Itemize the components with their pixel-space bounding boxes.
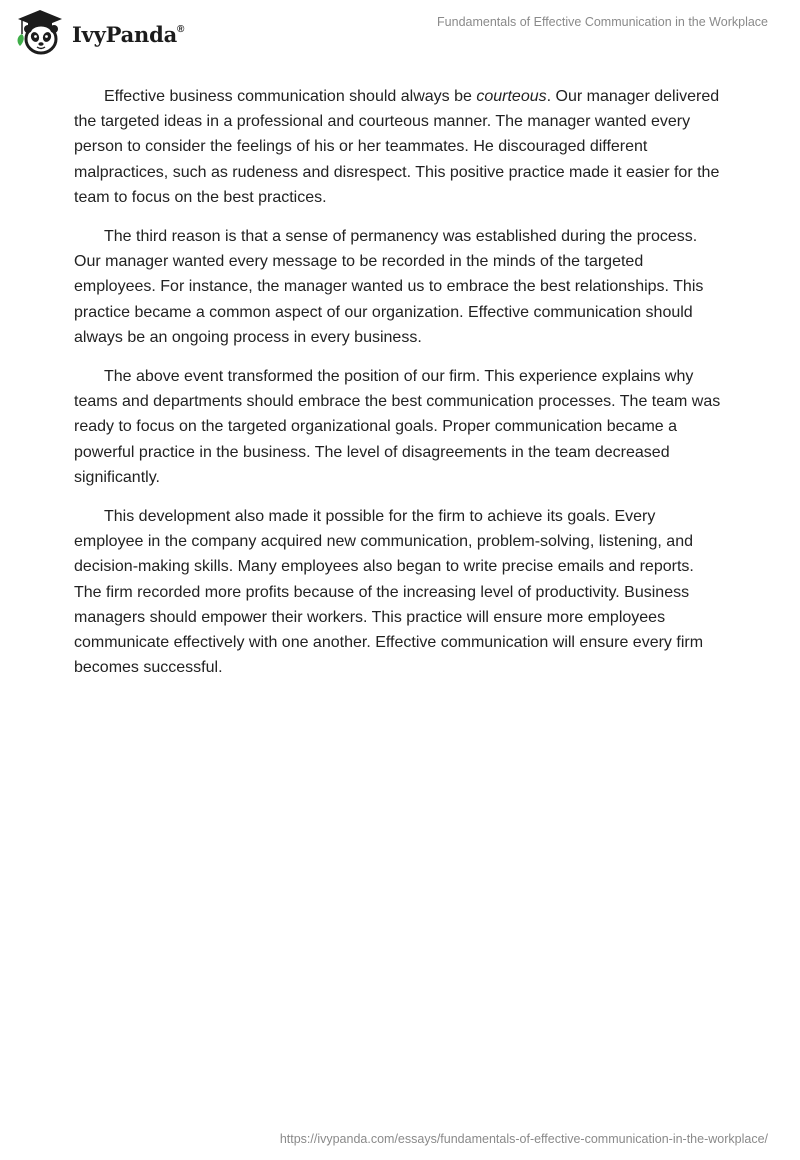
registered-mark: ® xyxy=(177,23,185,35)
paragraph xyxy=(74,84,724,210)
source-url[interactable]: https://ivypanda.com/essays/fundamentals-of-effective-communication-in-the-workplace/ xyxy=(279,1132,768,1146)
document-running-title: Fundamentals of Effective Communication in the Workplace xyxy=(437,15,768,29)
paragraph-text-start: Effective business communication should always be xyxy=(104,88,477,105)
page-header xyxy=(0,0,800,60)
panda-graduate-icon xyxy=(14,8,66,56)
brand-label: IvyPanda xyxy=(72,21,178,47)
emphasized-word: courteous xyxy=(476,88,547,105)
essay-body xyxy=(74,84,724,694)
paragraph: This development also made it possible for the firm to achieve its goals. Every employee in the company acquired new communication, problem-solving, listening, and decision-making skills. Many employees also began to write precise emails and reports. The firm recorded more profits because of the increasing level of productivity. Business managers should empower their workers. This practice will ensure more employees communicate effectively with one another. Effective communication will ensure every firm becomes successful. xyxy=(74,508,704,677)
paragraph: The third reason is that a sense of permanency was established during the process. Our manager wanted every message to be recorded in the minds of the targeted employees. For instance, the manager wanted us to embrace the best relationships. This practice became a common aspect of our organization. Effective communication should always be an ongoing process in every business. xyxy=(74,228,704,346)
paragraph: The above event transformed the position of our firm. This experience explains why teams and departments should embrace the best communication processes. The team was ready to focus on the targeted organizational goals. Proper communication became a powerful practice in the business. The level of disagreements in the team decreased significantly. xyxy=(74,368,721,486)
paragraph-text-end: . Our manager delivered the targeted ideas in a professional and courteous manner. The manager wanted every person to consider the feelings of his or her teammates. He discouraged different malpractices, such as rudeness and disrespect. This positive practice made it easier for the team to focus on the best practices. xyxy=(74,88,720,206)
ivypanda-logo[interactable] xyxy=(14,8,184,56)
brand-name xyxy=(72,22,184,47)
